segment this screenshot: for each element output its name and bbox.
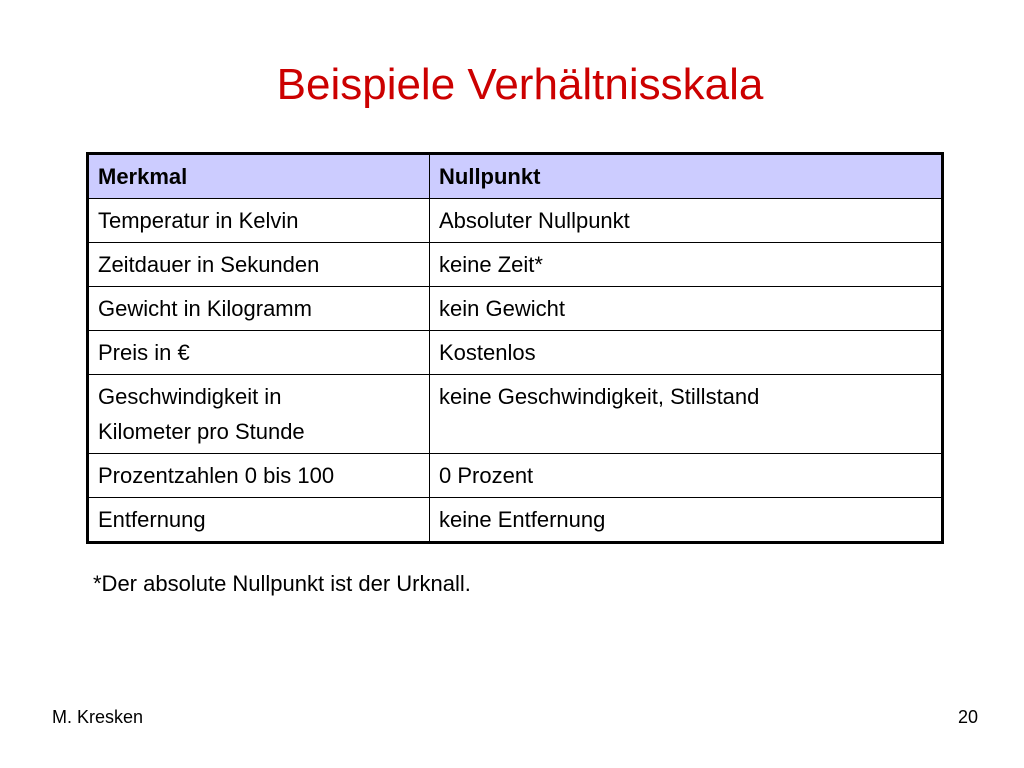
page-number: 20 — [957, 707, 978, 727]
slide-title: Beispiele Verhältnisskala — [276, 60, 764, 109]
cell-nullpunkt: Absoluter Nullpunkt — [430, 199, 943, 243]
table-row — [88, 199, 943, 243]
footnote: *Der absolute Nullpunkt ist der Urknall. — [93, 571, 471, 596]
table-row — [88, 243, 943, 287]
table-row — [88, 498, 943, 543]
data-table — [86, 152, 944, 544]
table-row — [88, 454, 943, 498]
cell-nullpunkt: kein Gewicht — [430, 287, 943, 331]
cell-merkmal: Prozentzahlen 0 bis 100 — [88, 454, 430, 498]
cell-merkmal: Temperatur in Kelvin — [88, 199, 430, 243]
cell-merkmal: Preis in € — [88, 331, 430, 375]
cell-merkmal: Gewicht in Kilogramm — [88, 287, 430, 331]
table-row — [88, 375, 943, 454]
cell-nullpunkt: Kostenlos — [430, 331, 943, 375]
table-header-row — [88, 154, 943, 199]
cell-merkmal: Zeitdauer in Sekunden — [88, 243, 430, 287]
cell-merkmal: Entfernung — [88, 498, 430, 543]
cell-nullpunkt: keine Zeit* — [430, 243, 943, 287]
header-merkmal: Merkmal — [88, 154, 430, 199]
cell-merkmal: Geschwindigkeit in Kilometer pro Stunde — [88, 375, 430, 454]
cell-nullpunkt: keine Geschwindigkeit, Stillstand — [430, 375, 943, 454]
table-row — [88, 287, 943, 331]
cell-nullpunkt: 0 Prozent — [430, 454, 943, 498]
author-footer: M. Kresken — [52, 707, 144, 727]
header-nullpunkt: Nullpunkt — [430, 154, 943, 199]
cell-nullpunkt: keine Entfernung — [430, 498, 943, 543]
table-row — [88, 331, 943, 375]
